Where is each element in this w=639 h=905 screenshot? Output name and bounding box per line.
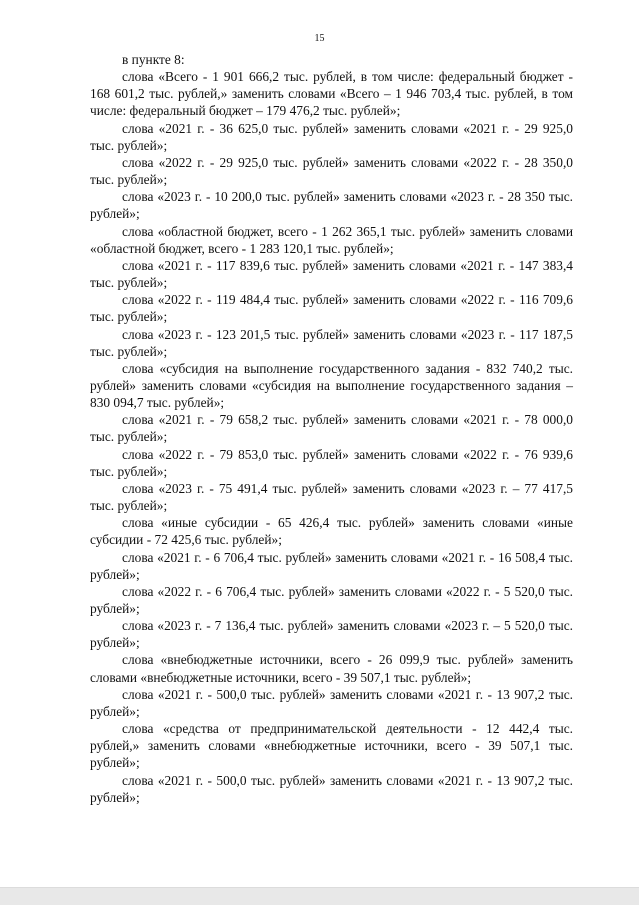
amendment-paragraph: слова «субсидия на выполнение государственного задания - 832 740,2 тыс. рублей» заменить словами «субсидия на выполнение государственного задания – 830 094,7 тыс. рублей»; <box>90 360 573 411</box>
amendment-paragraph: слова «2021 г. - 36 625,0 тыс. рублей» заменить словами «2021 г. - 29 925,0 тыс. рублей»; <box>90 120 573 153</box>
document-body <box>90 51 573 806</box>
viewer-bottom-edge <box>0 887 639 905</box>
amendment-paragraph: слова «2022 г. - 6 706,4 тыс. рублей» заменить словами «2022 г. - 5 520,0 тыс. рублей»; <box>90 583 573 616</box>
amendment-paragraph: слова «внебюджетные источники, всего - 26 099,9 тыс. рублей» заменить словами «внебюджетные источники, всего - 39 507,1 тыс. рублей»; <box>90 652 573 685</box>
amendment-paragraph: слова «2022 г. - 29 925,0 тыс. рублей» заменить словами «2022 г. - 28 350,0 тыс. рублей»; <box>90 154 573 188</box>
amendment-paragraph: слова «2023 г. - 7 136,4 тыс. рублей» заменить словами «2023 г. – 5 520,0 тыс. рублей»; <box>90 618 573 651</box>
amendment-paragraph: слова «иные субсидии - 65 426,4 тыс. рублей» заменить словами «иные субсидии - 72 425,6 тыс. рублей»; <box>90 515 573 548</box>
section-heading: в пункте 8: <box>122 52 185 67</box>
amendment-paragraph: слова «2021 г. - 79 658,2 тыс. рублей» заменить словами «2021 г. - 78 000,0 тыс. рублей»; <box>90 412 573 445</box>
amendment-paragraph: слова «средства от предпринимательской деятельности - 12 442,4 тыс. рублей,» заменить словами «внебюджетные источники, всего - 39 507,1 тыс. рублей»; <box>90 721 573 771</box>
amendment-paragraph: слова «2023 г. - 75 491,4 тыс. рублей» заменить словами «2023 г. – 77 417,5 тыс. рублей»; <box>90 480 573 514</box>
amendment-paragraph: слова «2022 г. - 119 484,4 тыс. рублей» заменить словами «2022 г. - 116 709,6 тыс. рублей»; <box>90 292 573 325</box>
amendment-paragraph: слова «2021 г. - 6 706,4 тыс. рублей» заменить словами «2021 г. - 16 508,4 тыс. рублей»; <box>90 549 573 582</box>
amendment-paragraph: слова «2022 г. - 79 853,0 тыс. рублей» заменить словами «2022 г. - 76 939,6 тыс. рублей»; <box>90 446 573 479</box>
amendment-paragraph: слова «2023 г. - 123 201,5 тыс. рублей» заменить словами «2023 г. - 117 187,5 тыс. рублей»; <box>90 326 573 359</box>
amendment-paragraph: слова «2023 г. - 10 200,0 тыс. рублей» заменить словами «2023 г. - 28 350 тыс. рублей»; <box>90 189 573 222</box>
amendment-paragraph: слова «2021 г. - 500,0 тыс. рублей» заменить словами «2021 г. - 13 907,2 тыс. рублей»; <box>90 772 573 805</box>
page-number: 15 <box>314 33 325 44</box>
amendment-paragraph: слова «областной бюджет, всего - 1 262 365,1 тыс. рублей» заменить словами «областной бюджет, всего - 1 283 120,1 тыс. рублей»; <box>90 223 573 256</box>
amendment-paragraph: слова «2021 г. - 117 839,6 тыс. рублей» заменить словами «2021 г. - 147 383,4 тыс. рублей»; <box>90 257 573 291</box>
amendment-paragraph: слова «2021 г. - 500,0 тыс. рублей» заменить словами «2021 г. - 13 907,2 тыс. рублей»; <box>90 686 573 719</box>
amendment-paragraph: слова «Всего - 1 901 666,2 тыс. рублей, в том числе: федеральный бюджет - 168 601,2 тыс. рублей,» заменить словами «Всего – 1 946 703,4 тыс. рублей, в том числе: федеральный бюджет – 179 476,2 тыс. рублей»; <box>90 69 573 119</box>
